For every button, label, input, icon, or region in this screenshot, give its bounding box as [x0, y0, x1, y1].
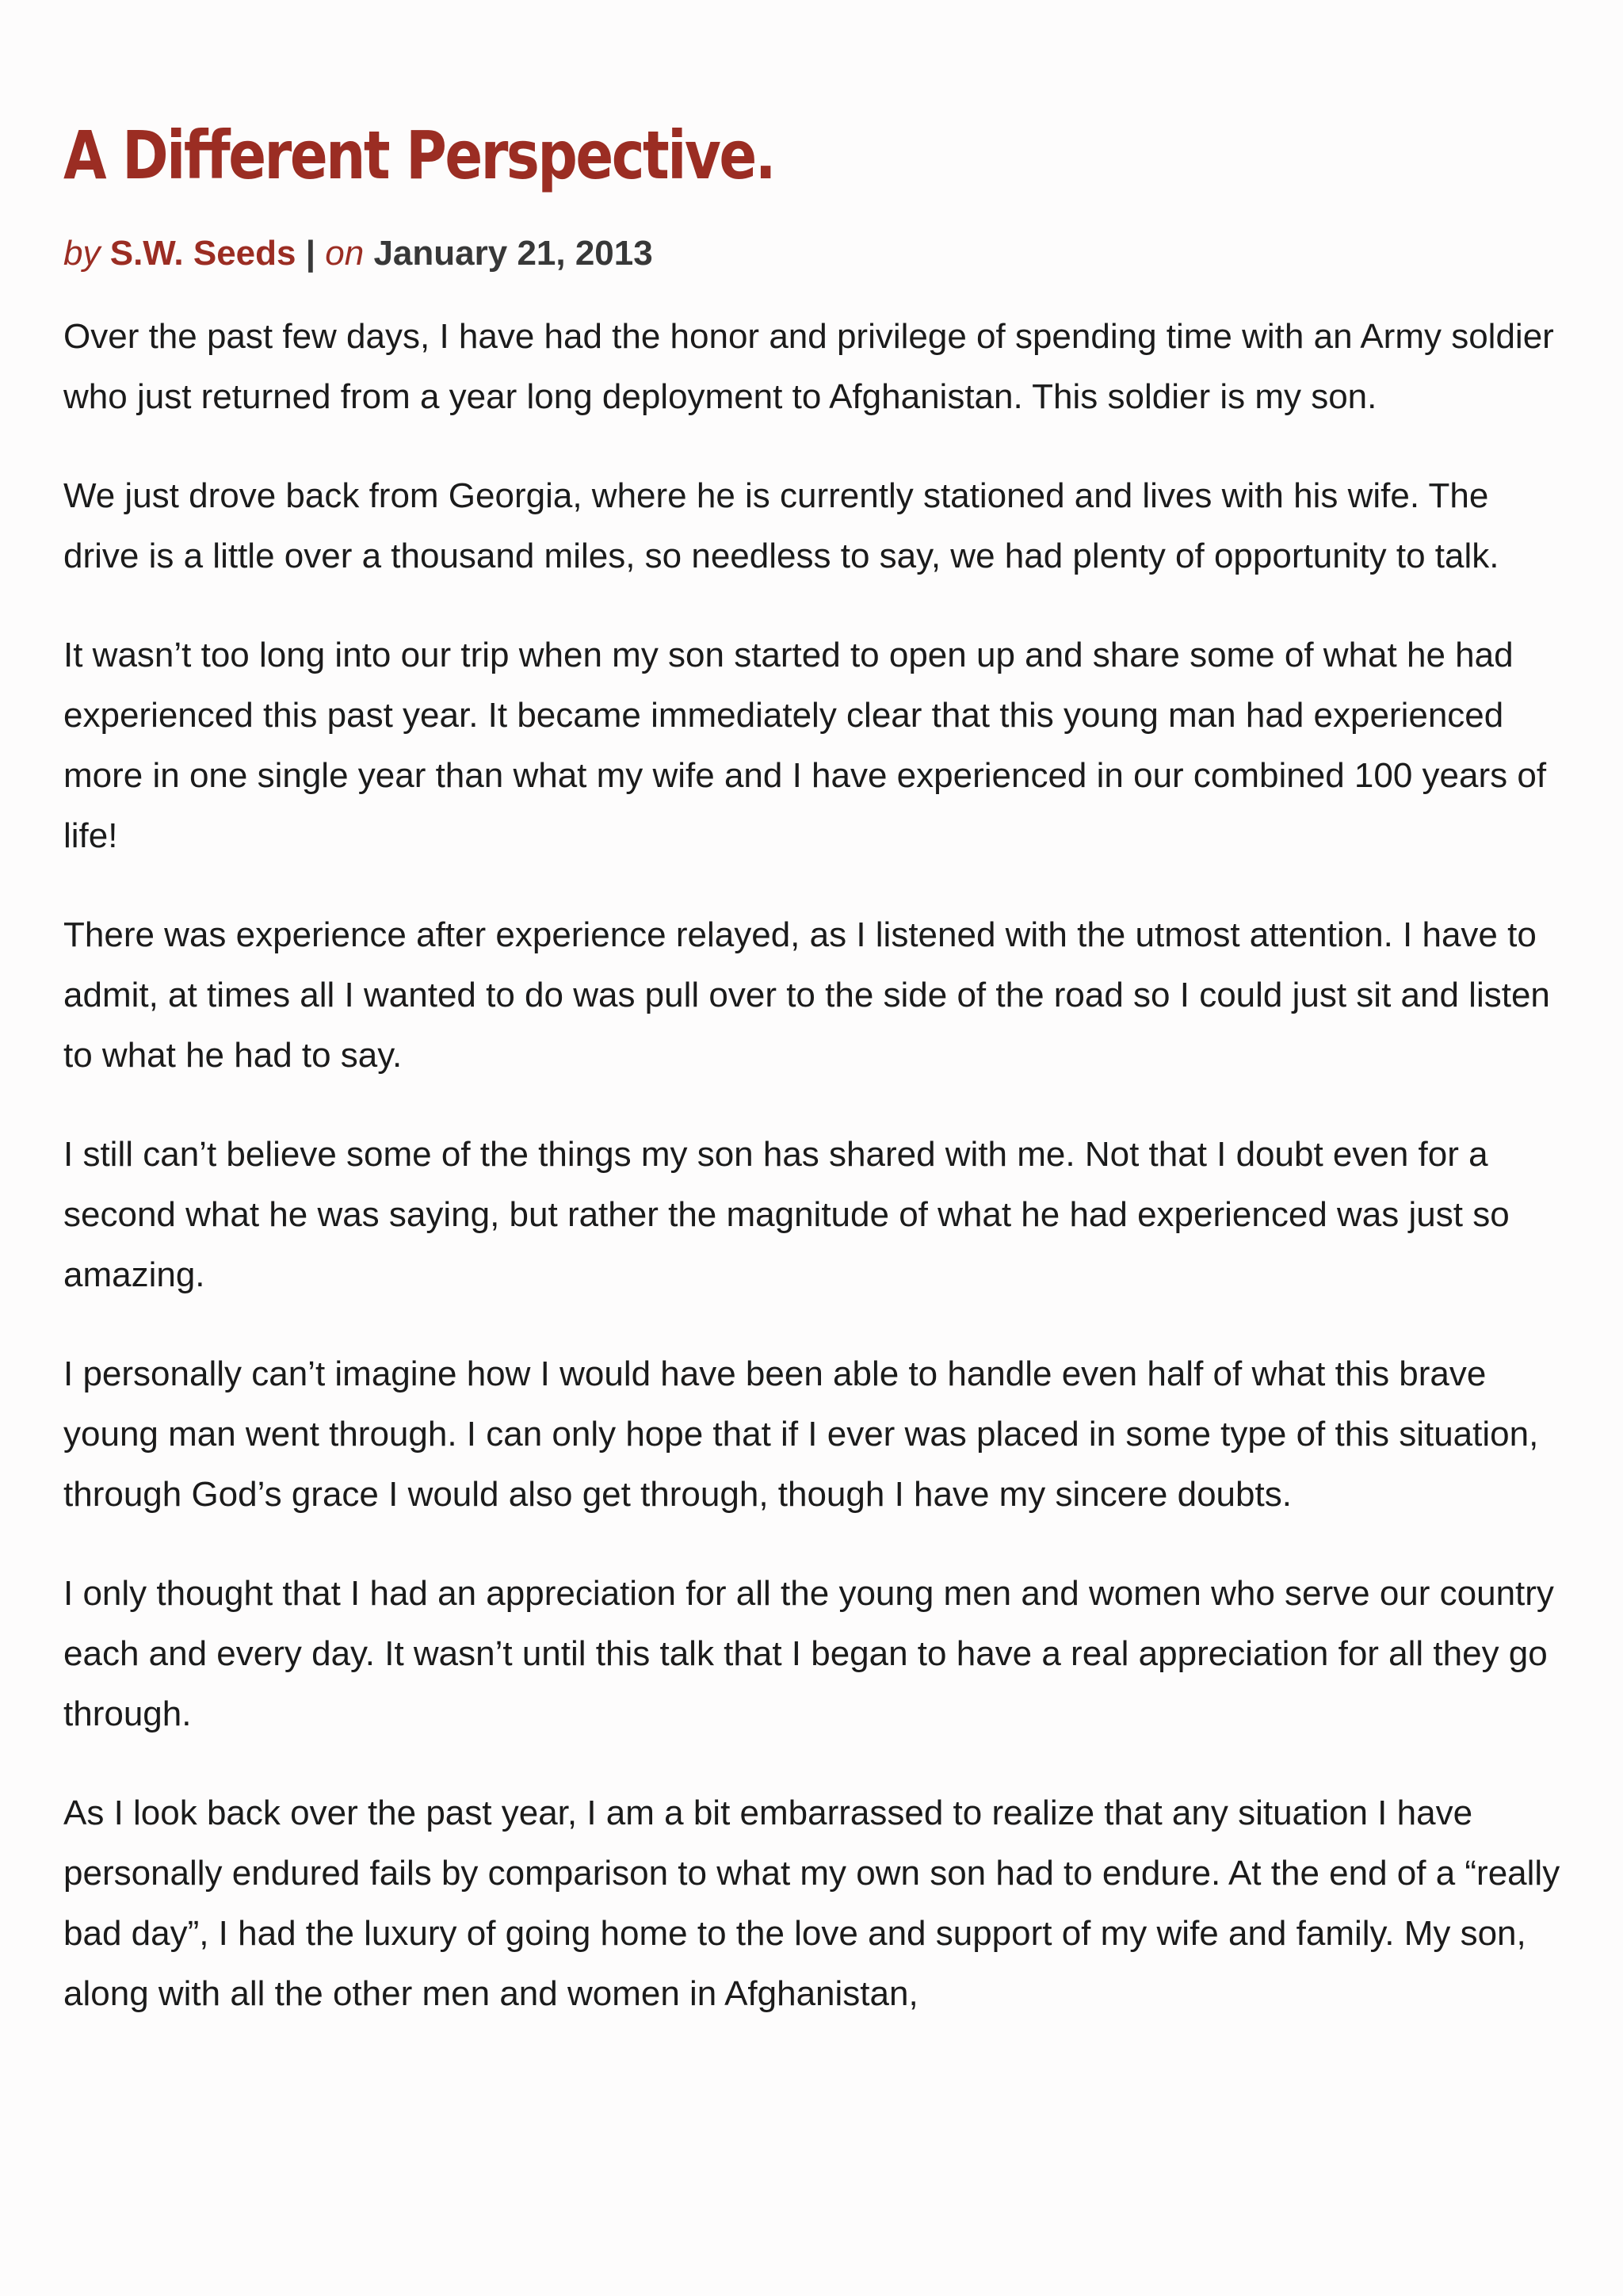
author-link[interactable]: S.W. Seeds — [109, 234, 296, 273]
post-content — [63, 307, 1569, 2024]
post-paragraph: It wasn’t too long into our trip when my son started to open up and share some of what he had experienced this past year. It became immediately clear that this young man had experienced more in one single year than what my wife and I have experienced in our combined 100 years of life! — [63, 636, 1547, 856]
post-paragraph: There was experience after experience relayed, as I listened with the utmost attention. I have to admit, at times all I wanted to do was pull over to the side of the road so I could just sit and listen to what he had to say. — [63, 915, 1550, 1075]
byline-on-label: on — [325, 234, 365, 273]
post-date: January 21, 2013 — [373, 234, 653, 273]
post-byline — [63, 233, 1569, 275]
byline-separator: | — [305, 234, 316, 273]
post-paragraph: I personally can’t imagine how I would have been able to handle even half of what this brave young man went through. I can only hope that if I ever was placed in some type of this situation, through God’s grace I would also get through, though I have my sincere doubts. — [63, 1354, 1539, 1515]
post-paragraph: We just drove back from Georgia, where he is currently stationed and lives with his wife. The drive is a little over a thousand miles, so needless to say, we had plenty of opportunity to talk. — [63, 476, 1499, 576]
byline-by-label: by — [63, 234, 101, 273]
blog-post — [63, 119, 1569, 2063]
post-paragraph: As I look back over the past year, I am a bit embarrassed to realize that any situation I have personally endured fails by comparison to what my own son had to endure. At the end of a “really bad day”, I had the luxury of going home to the love and support of my wife and family. My son, along with all the other men and women in Afghanistan, — [63, 1794, 1560, 2014]
post-paragraph: I still can’t believe some of the things my son has shared with me. Not that I doubt even for a second what he was saying, but rather the magnitude of what he had experienced was just so amazing. — [63, 1135, 1510, 1295]
post-paragraph: I only thought that I had an appreciation for all the young men and women who serve our country each and every day. It wasn’t until this talk that I began to have a real appreciation for all they go through. — [63, 1574, 1554, 1734]
post-paragraph: Over the past few days, I have had the honor and privilege of spending time with an Army soldier who just returned from a year long deployment to Afghanistan. This soldier is my son. — [63, 317, 1554, 417]
post-title[interactable]: A Different Perspective. — [63, 117, 775, 194]
